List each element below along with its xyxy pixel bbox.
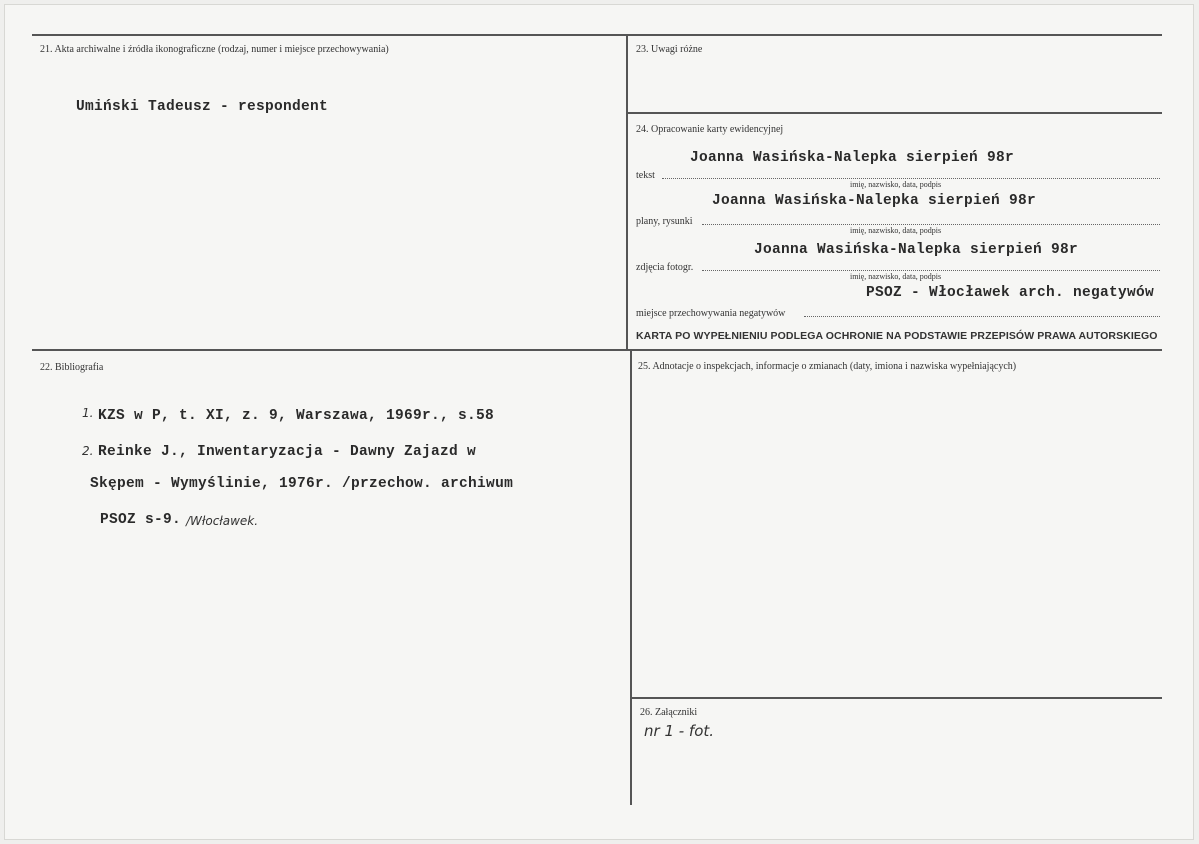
plans-author-value: Joanna Wasińska-Nalepka sierpień 98r: [712, 193, 1037, 209]
section-22-label: 22. Bibliografia: [40, 362, 104, 373]
negatives-label: miejsce przechowywania negatywów: [636, 308, 786, 319]
middle-rule: [32, 349, 1162, 351]
section-24-label: 24. Opracowanie karty ewidencyjnej: [636, 124, 784, 135]
rule-above-26: [632, 697, 1162, 699]
text-dotted-line: [662, 178, 1160, 179]
negatives-value: PSOZ - Włocławek arch. negatywów: [866, 285, 1155, 301]
section-21-label: 21. Akta archiwalne i źródła ikonograficzne (rodzaj, numer i miejsce przechowywania): [40, 44, 389, 55]
text-field-label: tekst: [636, 170, 655, 181]
rule-below-23: [628, 112, 1162, 114]
center-divider-lower: [630, 349, 632, 805]
section-26-label: 26. Załączniki: [640, 707, 698, 718]
bibliography-marker-2: 2.: [82, 444, 94, 458]
photos-caption: imię, nazwisko, data, podpis: [850, 272, 942, 281]
copyright-notice: KARTA PO WYPEŁNIENIU PODLEGA OCHRONIE NA PODSTAWIE PRZEPISÓW PRAWA AUTORSKIEGO: [636, 330, 1158, 342]
section-23-label: 23. Uwagi różne: [636, 44, 703, 55]
bibliography-text-1: KZS w P, t. XI, z. 9, Warszawa, 1969r., s.58: [98, 408, 495, 424]
negatives-dotted-line: [804, 316, 1160, 317]
photos-author-value: Joanna Wasińska-Nalepka sierpień 98r: [754, 242, 1079, 258]
record-card: [4, 4, 1194, 840]
section-21-entry: Umiński Tadeusz - respondent: [76, 99, 329, 115]
text-caption: imię, nazwisko, data, podpis: [850, 180, 942, 189]
section-25-label: 25. Adnotacje o inspekcjach, informacje o zmianach (daty, imiona i nazwiska wypełniających): [638, 361, 1017, 372]
bibliography-text-3: Skępem - Wymyślinie, 1976r. /przechow. archiwum: [90, 476, 514, 492]
bibliography-text-2: Reinke J., Inwentaryzacja - Dawny Zajazd w: [98, 444, 477, 460]
text-author-value: Joanna Wasińska-Nalepka sierpień 98r: [690, 150, 1015, 166]
plans-field-label: plany, rysunki: [636, 216, 693, 227]
photos-dotted-line: [702, 270, 1160, 271]
center-divider: [626, 34, 628, 349]
bibliography-text-4: PSOZ s-9.: [100, 512, 182, 528]
bibliography-marker-1: 1.: [82, 406, 94, 420]
plans-caption: imię, nazwisko, data, podpis: [850, 226, 942, 235]
attachments-handwritten: nr 1 - fot.: [644, 722, 715, 740]
plans-dotted-line: [702, 224, 1160, 225]
bibliography-handwritten-note: /Włocławek.: [186, 514, 259, 528]
photos-field-label: zdjęcia fotogr.: [636, 262, 694, 273]
top-rule: [32, 34, 1162, 36]
